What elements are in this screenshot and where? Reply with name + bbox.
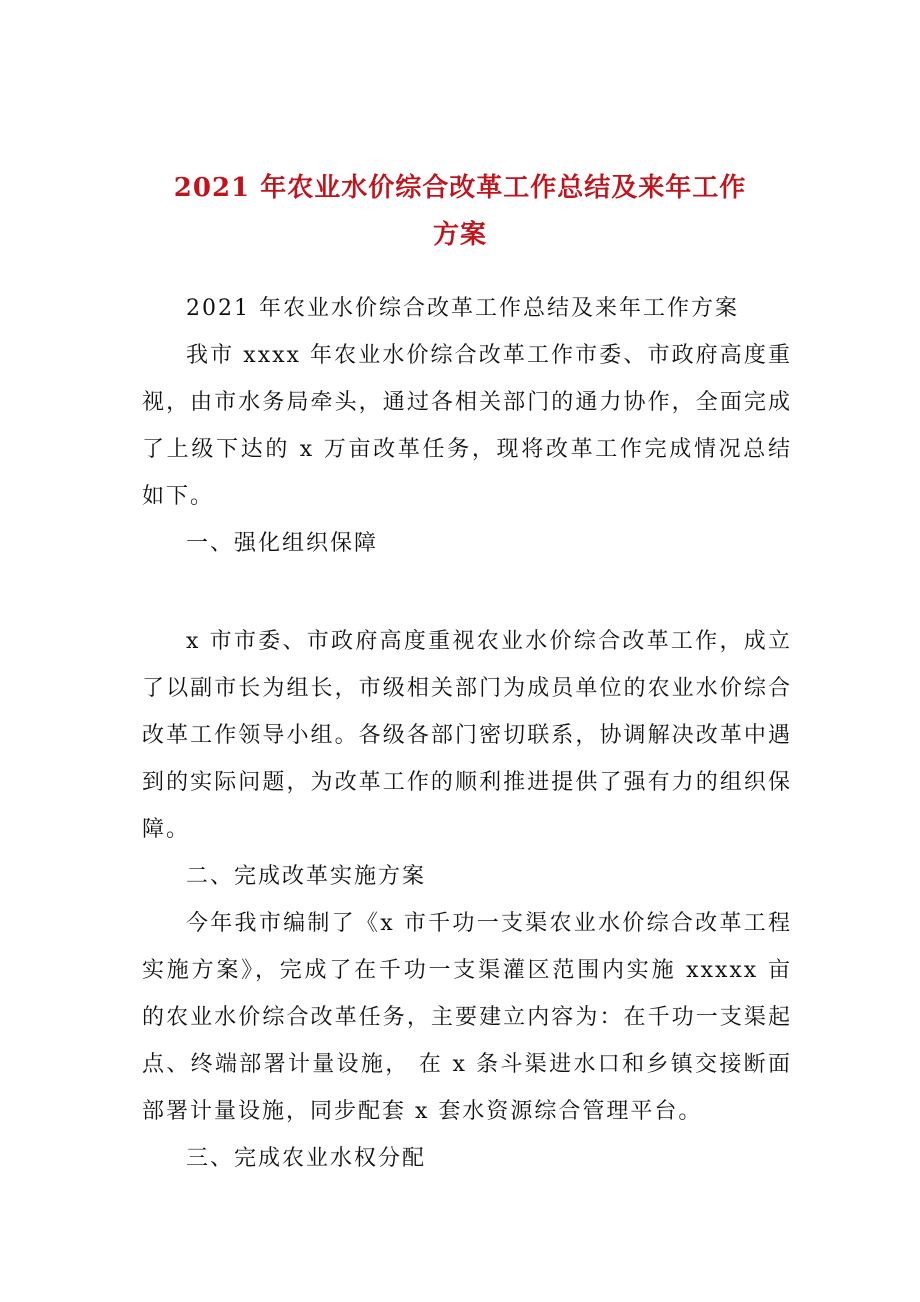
document-title [140, 165, 780, 259]
subtitle-paragraph: 2021 年农业水价综合改革工作总结及来年工作方案 [186, 296, 739, 321]
section-1-paragraph: x 市市委、市政府高度重视农业水价综合改革工作，成立了以副市长为组长，市级相关部门为成员单位的农业水价综合改革工作领导小组。各级各部门密切联系，协调解决改革中遇到的实际问题，为改革工作的顺利推进提供了强有力的组织保障。 [142, 629, 792, 842]
section-3-heading: 三、完成农业水权分配 [186, 1146, 427, 1171]
title-line-1: 2021 年农业水价综合改革工作总结及来年工作 [173, 173, 747, 203]
intro-paragraph: 我市 xxxx 年农业水价综合改革工作市委、市政府高度重视，由市水务局牵头，通过各相关部门的通力协作，全面完成了上级下达的 x 万亩改革任务，现将改革工作完成情况总结如下。 [142, 343, 792, 509]
section-2-heading: 二、完成改革实施方案 [186, 864, 427, 889]
section-2-paragraph: 今年我市编制了《x 市千功一支渠农业水价综合改革工程实施方案》，完成了在千功一支渠灌区范围内实施 xxxxx 亩的农业水价综合改革任务，主要建立内容为：在千功一支渠起点、终端部署计量设施， 在 x 条斗渠进水口和乡镇交接断面部署计量设施，同步配套 x 套水资源综合管理平台。 [142, 911, 792, 1124]
section-1-heading: 一、强化组织保障 [186, 531, 379, 556]
title-line-2: 方案 [432, 220, 487, 250]
document-body-top [142, 285, 792, 567]
document-body-bottom [142, 618, 792, 1182]
